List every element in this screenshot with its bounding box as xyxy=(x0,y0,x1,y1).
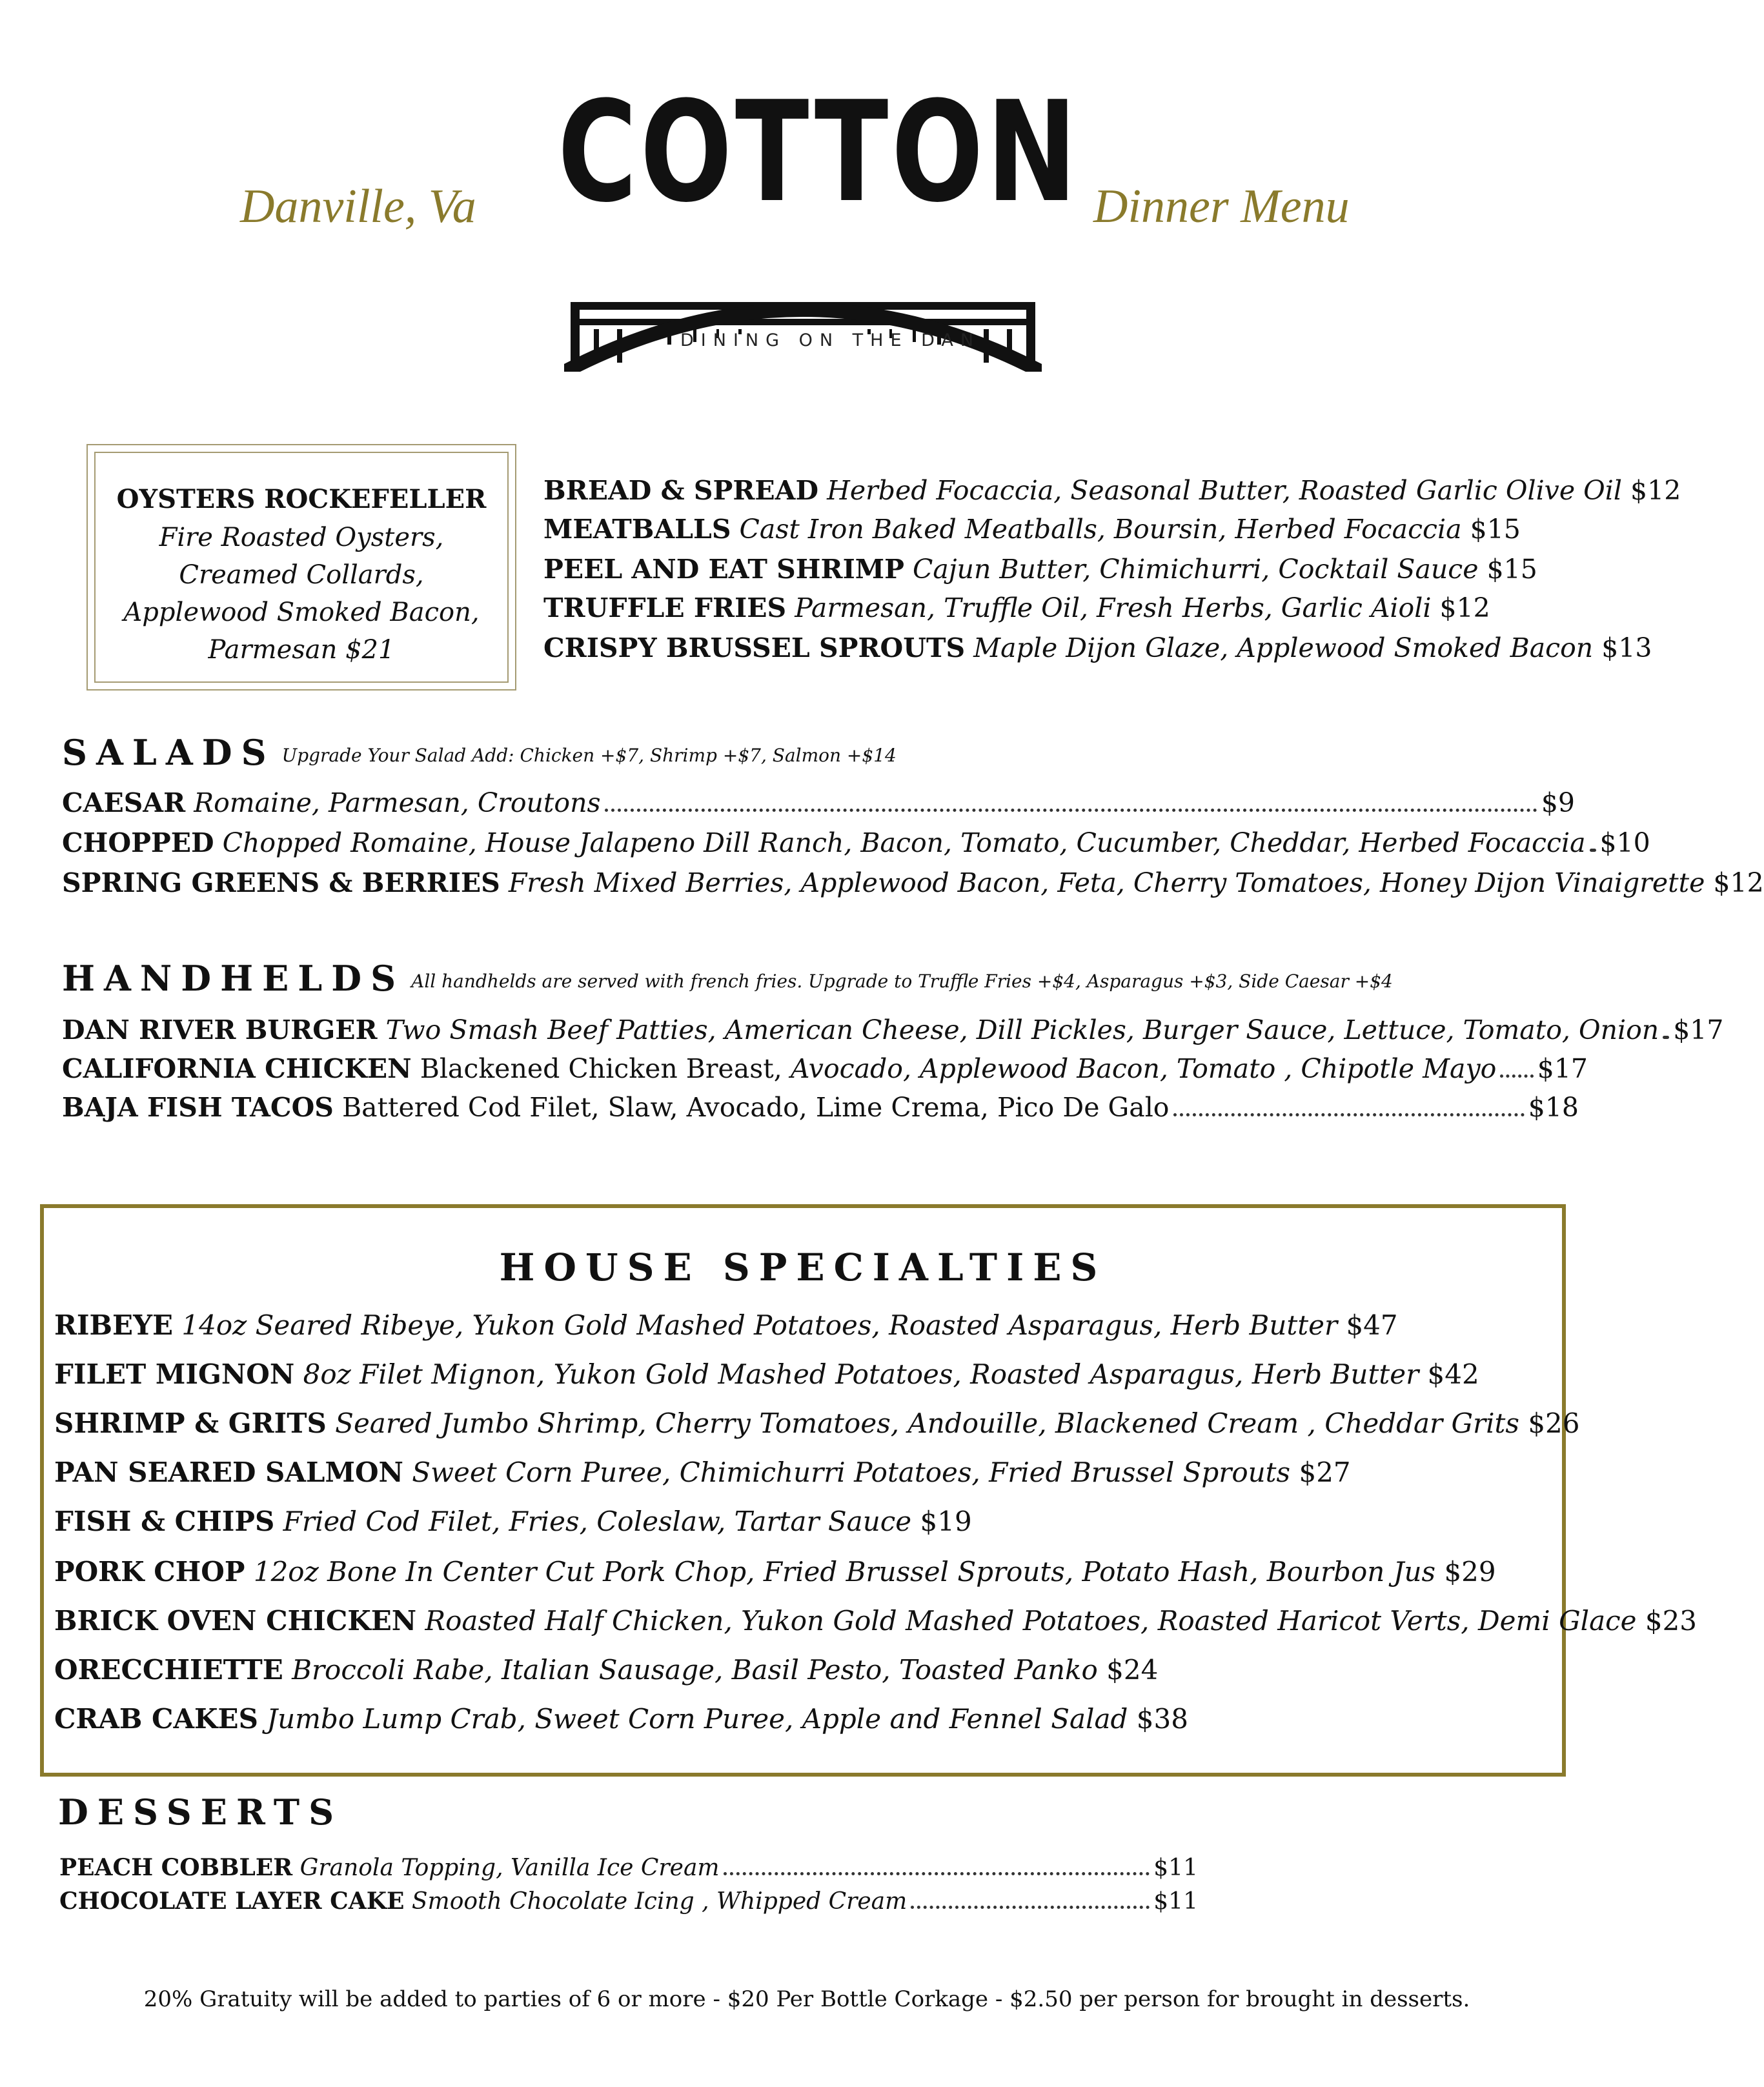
menu-type-text: Dinner Menu xyxy=(1093,180,1350,233)
restaurant-logo xyxy=(558,71,1080,354)
dessert-item xyxy=(59,1884,1198,1919)
item-desc: Fried Cod Filet, Fries, Coleslaw, Tartar Sauce xyxy=(283,1506,912,1537)
item-desc: 8oz Filet Mignon, Yukon Gold Mashed Potatoes, Roasted Asparagus, Herb Butter xyxy=(303,1358,1419,1390)
feature-box xyxy=(86,444,516,691)
item-name: CHOCOLATE LAYER CAKE xyxy=(59,1888,405,1915)
starter-item xyxy=(543,510,1521,549)
logo-tagline: DINING ON THE DAN xyxy=(680,330,981,350)
item-name: MEATBALLS xyxy=(543,514,731,545)
item-name: CALIFORNIA CHICKEN xyxy=(62,1053,412,1084)
bridge-icon xyxy=(558,212,1048,379)
starter-item xyxy=(543,550,1537,589)
feature-line: Applewood Smoked Bacon, xyxy=(123,598,480,627)
item-name: PEACH COBBLER xyxy=(59,1854,293,1881)
handheld-item xyxy=(62,1088,1579,1127)
item-name: TRUFFLE FRIES xyxy=(543,592,787,623)
section-title: HANDHELDS xyxy=(62,958,405,999)
item-name: CRISPY BRUSSEL SPROUTS xyxy=(543,632,966,663)
item-desc-plain: Blackened Chicken Breast, xyxy=(420,1053,782,1084)
item-desc: Seared Jumbo Shrimp, Cherry Tomatoes, Andouille, Blackened Cream , Cheddar Grits xyxy=(335,1407,1519,1439)
item-price: $19 xyxy=(920,1506,972,1537)
feature-title: OYSTERS ROCKEFELLER xyxy=(116,484,487,514)
item-price: $47 xyxy=(1346,1309,1398,1341)
section-title: DESSERTS xyxy=(58,1791,343,1833)
item-name: ORECCHIETTE xyxy=(54,1654,283,1686)
item-desc: Chopped Romaine, House Jalapeno Dill Ranch, Bacon, Tomato, Cucumber, Cheddar, Herbed Focaccia xyxy=(222,827,1586,858)
item-price: $24 xyxy=(1106,1654,1159,1686)
item-name: CAESAR xyxy=(62,787,186,818)
item-desc: Fresh Mixed Berries, Applewood Bacon, Feta, Cherry Tomatoes, Honey Dijon Vinaigrette xyxy=(508,867,1705,898)
house-specialties-box xyxy=(40,1204,1698,1777)
handhelds-heading xyxy=(62,958,1393,999)
item-desc: Two Smash Beef Patties, American Cheese, Dill Pickles, Burger Sauce, Lettuce, Tomato, Onion xyxy=(385,1014,1659,1045)
item-name: SPRING GREENS & BERRIES xyxy=(62,867,500,898)
item-desc: Romaine, Parmesan, Croutons xyxy=(194,787,601,818)
item-price: $17 xyxy=(1673,1014,1724,1045)
section-title: SALADS xyxy=(62,732,276,773)
item-price: $29 xyxy=(1444,1556,1496,1588)
handheld-item xyxy=(62,1049,1588,1088)
salad-item xyxy=(62,783,1575,822)
item-name: FISH & CHIPS xyxy=(54,1506,275,1537)
specialty-item xyxy=(54,1502,972,1541)
handheld-item xyxy=(62,1011,1724,1049)
item-price: $15 xyxy=(1486,554,1537,585)
item-price: $17 xyxy=(1537,1053,1588,1084)
feature-line: Creamed Collards, xyxy=(179,560,424,590)
item-price: $23 xyxy=(1645,1605,1698,1637)
item-name: CRAB CAKES xyxy=(54,1703,258,1735)
item-price: $38 xyxy=(1136,1703,1188,1735)
item-desc: Granola Topping, Vanilla Ice Cream xyxy=(299,1855,720,1881)
dessert-item xyxy=(59,1851,1198,1885)
specialty-item xyxy=(54,1404,1580,1443)
section-note: Upgrade Your Salad Add: Chicken +$7, Shrimp +$7, Salmon +$14 xyxy=(281,745,897,767)
item-price: $12 xyxy=(1439,592,1490,623)
item-price: $27 xyxy=(1299,1457,1351,1488)
starter-item xyxy=(543,589,1490,627)
location-text: Danville, Va xyxy=(240,180,476,233)
starter-item xyxy=(543,629,1652,667)
item-name: PEEL AND EAT SHRIMP xyxy=(543,554,904,585)
starter-item xyxy=(543,471,1681,510)
logo-wordmark: COTTON xyxy=(558,71,1080,233)
item-price: $15 xyxy=(1470,514,1521,545)
item-price: $9 xyxy=(1541,787,1575,818)
item-desc: Avocado, Applewood Bacon, Tomato , Chipotle Mayo xyxy=(790,1053,1497,1084)
item-desc: Sweet Corn Puree, Chimichurri Potatoes, Fried Brussel Sprouts xyxy=(412,1457,1291,1488)
specialty-item xyxy=(54,1700,1188,1739)
desserts-heading xyxy=(58,1791,343,1833)
item-desc: 12oz Bone In Center Cut Pork Chop, Fried Brussel Sprouts, Potato Hash, Bourbon Jus xyxy=(253,1556,1436,1588)
salads-heading xyxy=(62,732,897,773)
specialty-item xyxy=(54,1355,1479,1394)
item-desc: Herbed Focaccia, Seasonal Butter, Roasted Garlic Olive Oil xyxy=(827,475,1622,506)
specialty-item xyxy=(54,1651,1158,1689)
item-name: BAJA FISH TACOS xyxy=(62,1092,334,1123)
feature-line: Parmesan $21 xyxy=(208,635,395,665)
item-price: $26 xyxy=(1528,1407,1580,1439)
item-price: $12 xyxy=(1713,867,1764,898)
item-price: $18 xyxy=(1528,1092,1579,1123)
item-name: SHRIMP & GRITS xyxy=(54,1407,327,1439)
item-name: BREAD & SPREAD xyxy=(543,475,819,506)
item-price: $13 xyxy=(1601,632,1652,663)
item-price: $11 xyxy=(1153,1855,1198,1881)
item-price: $42 xyxy=(1427,1358,1479,1390)
item-desc: Smooth Chocolate Icing , Whipped Cream xyxy=(411,1888,907,1915)
item-name: RIBEYE xyxy=(54,1309,174,1341)
item-desc: Maple Dijon Glaze, Applewood Smoked Bacon xyxy=(973,632,1594,663)
salad-item xyxy=(62,823,1650,862)
item-desc: Jumbo Lump Crab, Sweet Corn Puree, Apple and Fennel Salad xyxy=(267,1703,1128,1735)
item-name: BRICK OVEN CHICKEN xyxy=(54,1605,417,1637)
item-desc: Cajun Butter, Chimichurri, Cocktail Sauce xyxy=(913,554,1479,585)
item-desc: 14oz Seared Ribeye, Yukon Gold Mashed Potatoes, Roasted Asparagus, Herb Butter xyxy=(181,1309,1338,1341)
item-name: PAN SEARED SALMON xyxy=(54,1457,403,1488)
item-desc: Cast Iron Baked Meatballs, Boursin, Herbed Focaccia xyxy=(739,514,1462,545)
item-name: CHOPPED xyxy=(62,827,214,858)
item-price: $11 xyxy=(1153,1888,1198,1915)
item-price: $12 xyxy=(1630,475,1681,506)
item-desc-plain: Battered Cod Filet, Slaw, Avocado, Lime Crema, Pico De Galo xyxy=(341,1092,1170,1123)
specialty-item xyxy=(54,1453,1351,1492)
footer-policy: 20% Gratuity will be added to parties of 6 or more - $20 Per Bottle Corkage - $2.50 per person for brought in desserts. xyxy=(143,1986,1470,2012)
section-note: All handhelds are served with french fries. Upgrade to Truffle Fries +$4, Asparagus +$3, Side Caesar +$4 xyxy=(411,971,1393,993)
specialty-item xyxy=(54,1553,1496,1591)
specialty-item xyxy=(54,1306,1398,1345)
section-title: HOUSE SPECIALTIES xyxy=(499,1245,1107,1289)
feature-line: Fire Roasted Oysters, xyxy=(159,523,444,552)
item-name: PORK CHOP xyxy=(54,1556,245,1588)
item-desc: Broccoli Rabe, Italian Sausage, Basil Pesto, Toasted Panko xyxy=(292,1654,1098,1686)
item-name: DAN RIVER BURGER xyxy=(62,1014,378,1045)
item-price: $10 xyxy=(1599,827,1650,858)
salad-item xyxy=(62,863,1764,902)
item-name: FILET MIGNON xyxy=(54,1358,295,1390)
item-desc: Parmesan, Truffle Oil, Fresh Herbs, Garlic Aioli xyxy=(795,592,1432,623)
item-desc: Roasted Half Chicken, Yukon Gold Mashed Potatoes, Roasted Haricot Verts, Demi Glace xyxy=(425,1605,1637,1637)
specialty-item xyxy=(54,1602,1697,1640)
